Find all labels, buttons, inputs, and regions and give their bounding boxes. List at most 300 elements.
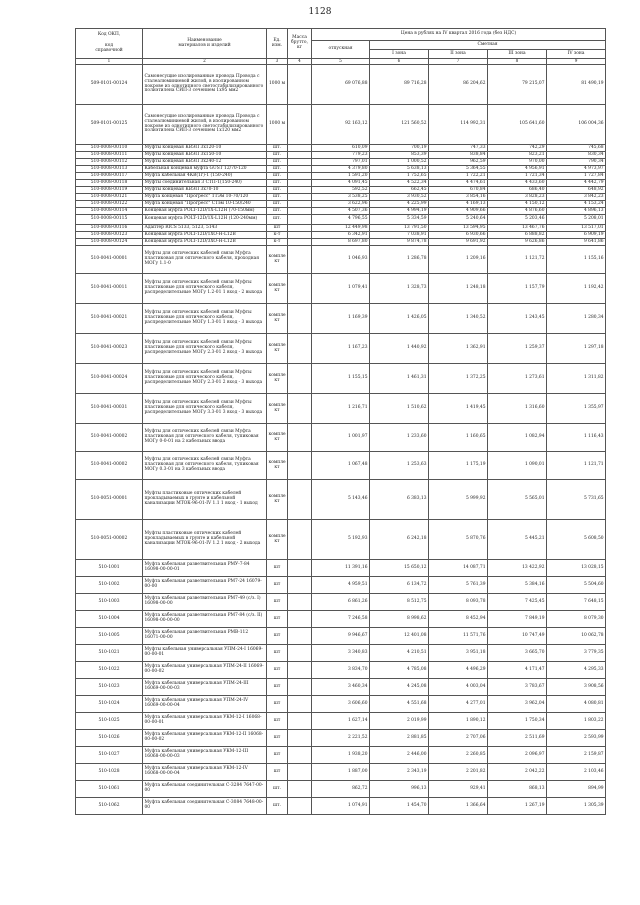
cell-unit: шт (267, 611, 288, 628)
table-row (76, 611, 606, 628)
cell-price-zone-2: 4 277,01 (429, 696, 488, 713)
cell-price-zone-1: 1 328,73 (370, 274, 429, 304)
cell-price-zone-2: 8 093,78 (429, 594, 488, 611)
cell-price-zone-2: 5 761,39 (429, 577, 488, 594)
cell-price-zone-2: 5 870,76 (429, 520, 488, 560)
cell-price-zone-3: 1 267,19 (488, 798, 547, 815)
cell-mass (288, 194, 312, 201)
table-row (76, 194, 606, 201)
cell-price-zone-2: 2 260,85 (429, 747, 488, 764)
table-row (76, 662, 606, 679)
cell-unit: шт (267, 560, 288, 577)
cell-price-zone-4: 3 842,23 (547, 194, 606, 201)
cell-code: 510-0041-00001 (76, 246, 143, 274)
cell-price-zone-1: 89 716,28 (370, 65, 429, 105)
cell-price-zone-1: 2 446,00 (370, 747, 429, 764)
price-table (75, 28, 606, 815)
cell-price-zone-4: 1 297,18 (547, 334, 606, 364)
cell-price-zone-3: 2 096,97 (488, 747, 547, 764)
cell-price-zone-1: 1 233,60 (370, 424, 429, 452)
cell-price-otpusk: 1 067,48 (312, 452, 370, 480)
cell-price-zone-1: 5 334,59 (370, 215, 429, 225)
cell-price-zone-4: 106 004,36 (547, 105, 606, 145)
cell-price-zone-1: 15 650,12 (370, 560, 429, 577)
cell-price-otpusk: 1 887,00 (312, 764, 370, 781)
cell-unit: компле кт (267, 334, 288, 364)
cell-price-zone-3: 742,29 (488, 145, 547, 152)
cell-price-otpusk: 4 091,45 (312, 180, 370, 187)
cell-price-otpusk: 12 449,98 (312, 225, 370, 232)
cell-mass (288, 225, 312, 232)
cell-price-zone-4: 3 779,35 (547, 645, 606, 662)
header-mass: Масса брутто, кг (288, 29, 312, 59)
cell-price-zone-3: 105 641,60 (488, 105, 547, 145)
cell-name: Муфты для оптических кабелей связи Муфты пластиковые для оптического кабеля, распределительные МОГу 1.3-01 1 вход - 3 выхода (143, 304, 267, 334)
table-row (76, 696, 606, 713)
cell-mass (288, 208, 312, 215)
cell-price-zone-2: 5 364,55 (429, 166, 488, 173)
cell-name: Кабельная концевая муфта GUST 12/70-120 (143, 166, 267, 173)
cell-price-zone-3: 9 626,86 (488, 239, 547, 246)
cell-code: 510-0008-00123 (76, 232, 143, 239)
cell-price-zone-4: 4 295,33 (547, 662, 606, 679)
cell-price-zone-2: 8 452,94 (429, 611, 488, 628)
cell-price-zone-1: 6 383,13 (370, 480, 429, 520)
col-num: 4 (288, 59, 312, 65)
cell-price-zone-3: 7 425,45 (488, 594, 547, 611)
cell-mass (288, 679, 312, 696)
table-row (76, 232, 606, 239)
cell-price-zone-1: 853,39 (370, 152, 429, 159)
cell-code: 510-0051-00001 (76, 480, 143, 520)
cell-price-zone-3: 3 783,67 (488, 679, 547, 696)
cell-code: 510-0008-00115 (76, 215, 143, 225)
table-row (76, 334, 606, 364)
cell-unit: компле кт (267, 246, 288, 274)
cell-price-zone-4: 9 641,86 (547, 239, 606, 246)
cell-price-otpusk: 92 163,12 (312, 105, 370, 145)
cell-price-zone-1: 1 440,92 (370, 334, 429, 364)
cell-price-zone-3: 1 157,79 (488, 274, 547, 304)
cell-price-otpusk: 3 340,83 (312, 645, 370, 662)
cell-price-otpusk: 3 834,70 (312, 662, 370, 679)
cell-name: Муфта кабельная соединительная С-3084 7648-00-00 (143, 798, 267, 815)
page-number: 1128 (308, 7, 332, 17)
header-price-title: Цена в рублях на IV квартал 2016 года (без НДС) (312, 29, 606, 41)
table-row (76, 225, 606, 232)
cell-unit: шт (267, 594, 288, 611)
cell-code: 510-1024 (76, 696, 143, 713)
cell-price-otpusk: 797,01 (312, 159, 370, 166)
cell-code: 510-1062 (76, 798, 143, 815)
cell-name: Муфты кабельная универсальная УПМ-24-I 16069-00-00-01 (143, 645, 267, 662)
cell-price-zone-1: 1 454,70 (370, 798, 429, 815)
cell-price-otpusk: 1 001,97 (312, 424, 370, 452)
col-num: 2 (143, 59, 267, 65)
cell-name: Самонесущие изолированные провода Провода с сталеалюминиевой жилой, в изолированном покрове из однотипного светостабилизированного полиэтилена СИП-3 сечением 1х120 мм2 (143, 105, 267, 145)
cell-price-zone-1: 7 038,91 (370, 232, 429, 239)
cell-mass (288, 166, 312, 173)
cell-unit: шт. (267, 798, 288, 815)
cell-price-zone-4: 745,68 (547, 145, 606, 152)
header-row (76, 29, 606, 41)
cell-code: 510-0008-00117 (76, 173, 143, 180)
cell-price-otpusk: 4 507,36 (312, 208, 370, 215)
cell-price-zone-2: 11 571,76 (429, 628, 488, 645)
table-row (76, 560, 606, 577)
cell-price-zone-1: 1 253,63 (370, 452, 429, 480)
cell-price-zone-3: 970,00 (488, 159, 547, 166)
cell-mass (288, 246, 312, 274)
cell-name: Муфта кабельная разветвительная РМ7-84 (с/з. II) 16098-00-00-00 (143, 611, 267, 628)
cell-price-zone-4: 1 155,16 (547, 246, 606, 274)
cell-price-zone-4: 13 028,15 (547, 560, 606, 577)
cell-code: 510-0008-00122 (76, 201, 143, 208)
table-row (76, 166, 606, 173)
cell-price-zone-4: 830,34 (547, 152, 606, 159)
cell-price-otpusk: 3 460,34 (312, 679, 370, 696)
cell-unit: 1000 м (267, 105, 288, 145)
cell-price-otpusk: 11 391,16 (312, 560, 370, 577)
header-zone-4: IV зона (547, 50, 606, 59)
cell-name: Муфты для оптических кабелей связи Муфты пластиковые для оптического кабеля, распределительные МОГу 1.2-01 1 вход - 2 выхода (143, 274, 267, 304)
cell-price-zone-2: 4 003,04 (429, 679, 488, 696)
cell-name: Муфта кабельная универсальная УПМ-24-III 16069-00-00-03 (143, 679, 267, 696)
cell-name: Муфты для оптических кабелей связи Муфта пластиковая для оптического кабеля, проходная МОГу 1.1-0 (143, 246, 267, 274)
cell-price-otpusk: 6 342,91 (312, 232, 370, 239)
table-row (76, 394, 606, 424)
cell-price-zone-2: 3 951,18 (429, 645, 488, 662)
cell-price-zone-2: 1 372,25 (429, 364, 488, 394)
cell-unit: шт. (267, 152, 288, 159)
table-row (76, 424, 606, 452)
cell-code: 509-0101-00124 (76, 65, 143, 105)
cell-unit: шт. (267, 208, 288, 215)
cell-code: 510-0041-00011 (76, 274, 143, 304)
table-row (76, 304, 606, 334)
header-zone-2: II зона (429, 50, 488, 59)
cell-name: Муфты для оптических кабелей связи Муфты пластиковые для оптического кабеля, распределительные МОГу 2.3-01 2 вход - 3 выхода (143, 364, 267, 394)
cell-mass (288, 394, 312, 424)
cell-price-zone-1: 1 510,62 (370, 394, 429, 424)
table-row (76, 364, 606, 394)
cell-name: Муфты для оптических кабелей связи Муфта пластиковая для оптического кабеля, тупиковая МОГу 0.3-01 на 3 кабельных ввода (143, 452, 267, 480)
cell-price-zone-1: 2 881,85 (370, 730, 429, 747)
table-row (76, 798, 606, 815)
col-num: 7 (429, 59, 488, 65)
cell-price-zone-4: 894,99 (547, 781, 606, 798)
cell-price-zone-4: 648,92 (547, 187, 606, 194)
cell-mass (288, 173, 312, 180)
cell-price-zone-2: 4 496,29 (429, 662, 488, 679)
cell-unit: шт (267, 764, 288, 781)
cell-price-otpusk: 1 938,20 (312, 747, 370, 764)
cell-price-zone-3: 6 888,82 (488, 232, 547, 239)
cell-unit: шт (267, 662, 288, 679)
cell-unit: шт. (267, 187, 288, 194)
cell-code: 510-0041-00002 (76, 424, 143, 452)
cell-price-otpusk: 4 379,80 (312, 166, 370, 173)
cell-price-zone-2: 4 909,66 (429, 208, 488, 215)
cell-name: Муфты для оптических кабелей связи Муфты пластиковые для оптического кабеля, распределительные МОГу 3.3-01 3 вход - 3 выхода (143, 394, 267, 424)
cell-unit: шт. (267, 201, 288, 208)
cell-price-zone-3: 13 467,76 (488, 225, 547, 232)
cell-mass (288, 201, 312, 208)
cell-price-otpusk: 779,23 (312, 152, 370, 159)
table-row (76, 180, 606, 187)
table-row (76, 246, 606, 274)
cell-price-zone-3: 4 876,60 (488, 208, 547, 215)
cell-price-zone-4: 2 593,99 (547, 730, 606, 747)
cell-mass (288, 187, 312, 194)
cell-code: 510-0008-00113 (76, 166, 143, 173)
table-row (76, 577, 606, 594)
cell-unit: шт (267, 730, 288, 747)
cell-price-otpusk: 1 074,91 (312, 798, 370, 815)
cell-code: 510-1061 (76, 781, 143, 798)
cell-price-zone-4: 10 062,78 (547, 628, 606, 645)
cell-price-zone-3: 7 849,19 (488, 611, 547, 628)
table-row (76, 713, 606, 730)
col-num: 3 (267, 59, 288, 65)
cell-code: 510-0008-00114 (76, 208, 143, 215)
cell-price-zone-2: 1 362,91 (429, 334, 488, 364)
cell-name: Муфты пластиковые оптических кабелей прокладываемых в грунте и кабельной канализации МТОК-96-01-IV 1.2 1 вход - 2 выхода (143, 520, 267, 560)
cell-price-zone-3: 79 215,07 (488, 65, 547, 105)
cell-price-zone-1: 3 930,52 (370, 194, 429, 201)
cell-price-zone-1: 4 522,34 (370, 180, 429, 187)
col-num: 6 (370, 59, 429, 65)
cell-unit: шт. (267, 166, 288, 173)
cell-price-zone-1: 1 426,05 (370, 304, 429, 334)
cell-price-zone-1: 8 998,62 (370, 611, 429, 628)
cell-price-zone-1: 6 134,72 (370, 577, 429, 594)
cell-code: 509-0101-00125 (76, 105, 143, 145)
cell-price-zone-2: 929,41 (429, 781, 488, 798)
table-row (76, 274, 606, 304)
cell-price-otpusk: 2 221,52 (312, 730, 370, 747)
cell-price-zone-2: 1 419,45 (429, 394, 488, 424)
cell-price-zone-1: 1 000,52 (370, 159, 429, 166)
cell-unit: компле кт (267, 424, 288, 452)
cell-price-zone-4: 7 648,15 (547, 594, 606, 611)
cell-mass (288, 628, 312, 645)
cell-name: Муфты концевая КВЭП 3х70-10 (143, 187, 267, 194)
cell-code: 510-0051-00002 (76, 520, 143, 560)
cell-code: 510-0041-00021 (76, 304, 143, 334)
cell-mass (288, 65, 312, 105)
cell-price-zone-4: 1 116,43 (547, 424, 606, 452)
cell-name: Муфта кабельная разветвительная РМУ-7-84 16098-00-00-01 (143, 560, 267, 577)
cell-price-zone-4: 6 909,19 (547, 232, 606, 239)
cell-unit: шт. (267, 145, 288, 152)
cell-name: Адаптер RICS 5133, 5123, 5143 (143, 225, 267, 232)
cell-unit: шт (267, 645, 288, 662)
cell-price-zone-1: 13 791,50 (370, 225, 429, 232)
col-num: 9 (547, 59, 606, 65)
cell-name: Муфта кабельная универсальная УКМ-12-IV 16068-00-00-04 (143, 764, 267, 781)
cell-name: Муфты соединительная 3 СТП-1(150-240) (143, 180, 267, 187)
cell-price-zone-3: 5 203,46 (488, 215, 547, 225)
table-row (76, 105, 606, 145)
cell-price-zone-4: 1 355,97 (547, 394, 606, 424)
cell-mass (288, 145, 312, 152)
table-row (76, 208, 606, 215)
cell-mass (288, 180, 312, 187)
cell-code: 510-1027 (76, 747, 143, 764)
cell-mass (288, 747, 312, 764)
cell-price-zone-3: 5 565,01 (488, 480, 547, 520)
cell-unit: компле кт (267, 274, 288, 304)
cell-unit: шт (267, 225, 288, 232)
cell-price-zone-3: 4 433,60 (488, 180, 547, 187)
cell-price-zone-4: 4 080,81 (547, 696, 606, 713)
cell-unit: компле кт (267, 520, 288, 560)
cell-code: 510-0041-00024 (76, 364, 143, 394)
cell-mass (288, 645, 312, 662)
cell-name: Концевая муфта POLT-12D/1Х-L12Н (120-240мм) (143, 215, 267, 225)
cell-price-zone-3: 2 511,69 (488, 730, 547, 747)
cell-price-otpusk: 4 959,51 (312, 577, 370, 594)
cell-price-zone-1: 2 019,99 (370, 713, 429, 730)
cell-unit: шт. (267, 215, 288, 225)
cell-mass (288, 480, 312, 520)
table-row (76, 594, 606, 611)
cell-price-zone-4: 13 517,01 (547, 225, 606, 232)
cell-price-zone-2: 86 204,62 (429, 65, 488, 105)
header-unit: Ед. изм. (267, 29, 288, 59)
cell-price-zone-3: 3 665,70 (488, 645, 547, 662)
cell-unit: шт (267, 679, 288, 696)
cell-name: Муфта кабельная соединительная С-3284 7647-00-00 (143, 781, 267, 798)
cell-price-zone-2: 2 707,06 (429, 730, 488, 747)
cell-price-zone-2: 670,84 (429, 187, 488, 194)
cell-mass (288, 713, 312, 730)
cell-code: 510-1025 (76, 713, 143, 730)
cell-name: Муфты концевая КВЭП 3х240-12 (143, 159, 267, 166)
cell-price-zone-4: 1 280,34 (547, 304, 606, 334)
cell-price-zone-3: 823,21 (488, 152, 547, 159)
cell-price-zone-2: 1 209,16 (429, 246, 488, 274)
cell-code: 510-1005 (76, 628, 143, 645)
table-row (76, 781, 606, 798)
cell-price-zone-4: 8 079,30 (547, 611, 606, 628)
cell-price-zone-3: 1 273,61 (488, 364, 547, 394)
cell-price-zone-1: 12 401,08 (370, 628, 429, 645)
cell-mass (288, 274, 312, 304)
table-row (76, 145, 606, 152)
cell-mass (288, 334, 312, 364)
table-row (76, 173, 606, 180)
cell-price-zone-1: 1 461,31 (370, 364, 429, 394)
table-row (76, 215, 606, 225)
cell-price-otpusk: 1 167,23 (312, 334, 370, 364)
cell-unit: шт (267, 577, 288, 594)
cell-price-zone-3: 3 962,04 (488, 696, 547, 713)
cell-code: 510-1021 (76, 645, 143, 662)
cell-unit: компле кт (267, 452, 288, 480)
table-row (76, 187, 606, 194)
cell-unit: компле кт (267, 304, 288, 334)
cell-price-zone-4: 4 973,97 (547, 166, 606, 173)
cell-price-zone-4: 1 305,39 (547, 798, 606, 815)
cell-price-zone-2: 9 691,92 (429, 239, 488, 246)
cell-price-otpusk: 592,52 (312, 187, 370, 194)
cell-price-zone-2: 2 201,82 (429, 764, 488, 781)
cell-price-zone-1: 4 785,08 (370, 662, 429, 679)
cell-price-zone-3: 4 956,91 (488, 166, 547, 173)
cell-price-zone-3: 1 090,01 (488, 452, 547, 480)
cell-price-zone-4: 4 896,13 (547, 208, 606, 215)
cell-name: Муфта концевая "Прогресс" 1ТЭм 10-70/120 (143, 194, 267, 201)
cell-code: 510-1003 (76, 594, 143, 611)
cell-price-zone-1: 4 245,08 (370, 679, 429, 696)
header-name: Наименование материалов и изделий (143, 29, 267, 59)
cell-unit: 1000 м (267, 65, 288, 105)
cell-price-zone-3: 868,13 (488, 781, 547, 798)
cell-price-otpusk: 4 796,55 (312, 215, 370, 225)
cell-price-zone-4: 4 153,24 (547, 201, 606, 208)
cell-code: 510-0008-00118 (76, 180, 143, 187)
cell-unit: шт. (267, 159, 288, 166)
cell-mass (288, 105, 312, 145)
cell-name: Муфта кабельная универсальная УКМ-12-III 16068-00-00-03 (143, 747, 267, 764)
cell-unit: компле кт (267, 364, 288, 394)
cell-price-otpusk: 862,72 (312, 781, 370, 798)
price-table-body (76, 29, 606, 815)
cell-mass (288, 611, 312, 628)
cell-name: Муфта кабельная универсальная УПМ-24-IV 16069-00-00-04 (143, 696, 267, 713)
cell-code: 510-0041-00023 (76, 334, 143, 364)
cell-price-otpusk: 610,09 (312, 145, 370, 152)
cell-code: 510-0008-00119 (76, 187, 143, 194)
cell-mass (288, 764, 312, 781)
cell-price-otpusk: 3 622,96 (312, 201, 370, 208)
cell-mass (288, 798, 312, 815)
cell-price-zone-1: 2 343,19 (370, 764, 429, 781)
cell-price-otpusk: 1 079,41 (312, 274, 370, 304)
cell-price-zone-3: 3 828,23 (488, 194, 547, 201)
table-row (76, 65, 606, 105)
cell-price-zone-3: 2 042,22 (488, 764, 547, 781)
cell-mass (288, 452, 312, 480)
cell-mass (288, 159, 312, 166)
cell-mass (288, 696, 312, 713)
cell-price-zone-1: 1 752,65 (370, 173, 429, 180)
table-row (76, 764, 606, 781)
cell-price-zone-4: 5 208,01 (547, 215, 606, 225)
cell-mass (288, 304, 312, 334)
cell-name: Муфта кабельная универсальная УКМ-12-I 16068-00-00-01 (143, 713, 267, 730)
header-otpusk: отпускная (312, 41, 370, 59)
table-row (76, 201, 606, 208)
cell-name: Муфта концевая "Прогресс" СТэм 10-150/240 (143, 201, 267, 208)
cell-mass (288, 781, 312, 798)
cell-price-zone-3: 1 721,34 (488, 173, 547, 180)
cell-price-zone-2: 1 160,65 (429, 424, 488, 452)
cell-code: 510-0008-00111 (76, 152, 143, 159)
cell-unit: шт. (267, 194, 288, 201)
cell-mass (288, 594, 312, 611)
cell-mass (288, 560, 312, 577)
cell-price-otpusk: 8 697,80 (312, 239, 370, 246)
cell-price-zone-4: 5 608,50 (547, 520, 606, 560)
cell-price-zone-1: 8 512,75 (370, 594, 429, 611)
cell-price-zone-4: 1 727,84 (547, 173, 606, 180)
table-row (76, 452, 606, 480)
cell-price-zone-4: 2 159,87 (547, 747, 606, 764)
cell-price-zone-2: 1 722,21 (429, 173, 488, 180)
